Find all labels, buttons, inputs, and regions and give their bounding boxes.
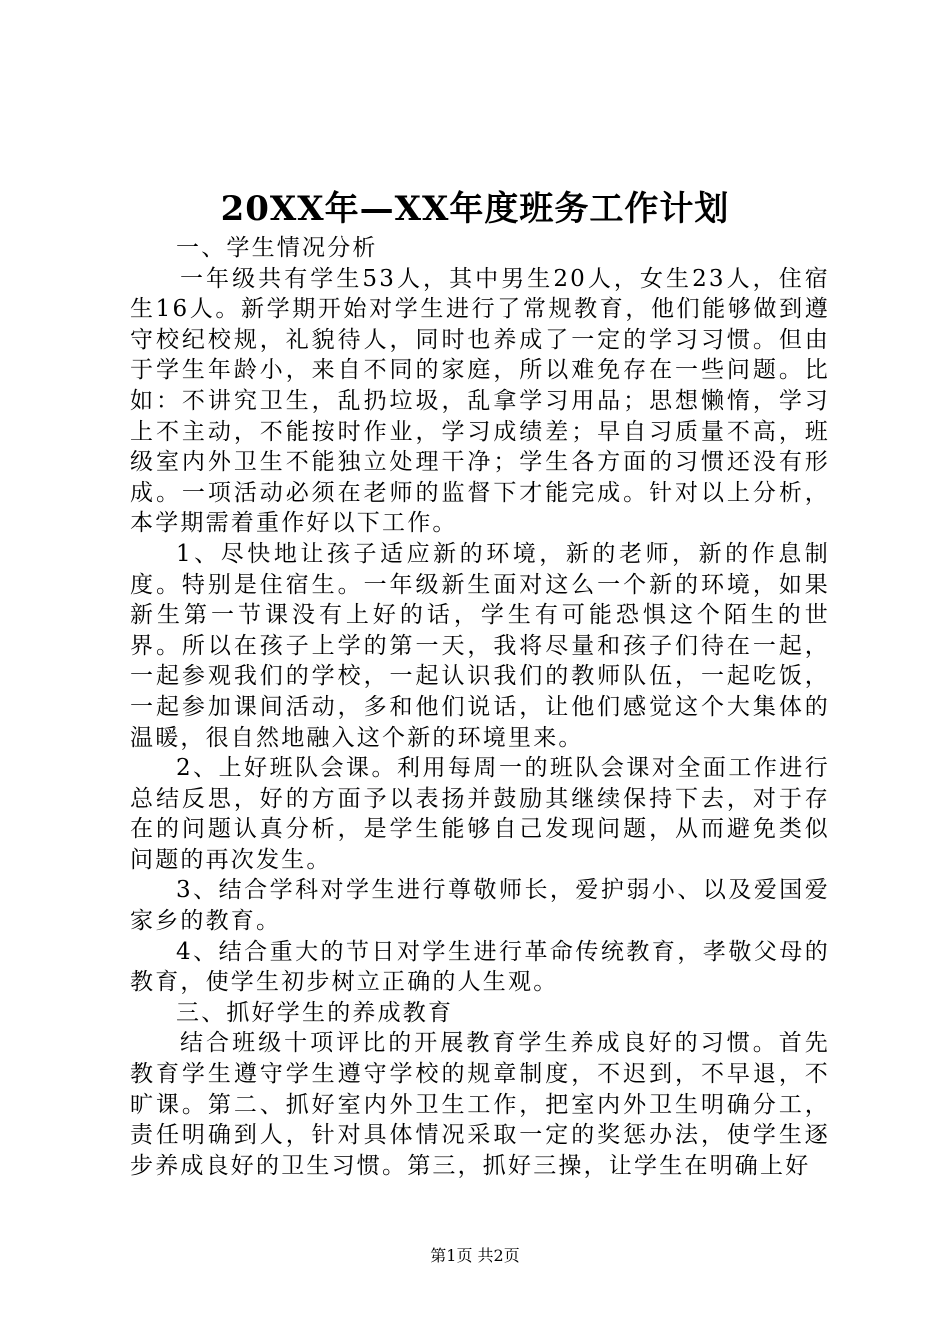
section-heading-student-analysis: 一、学生情况分析 (176, 235, 378, 261)
paragraph-item-3: 3、结合学科对学生进行尊敬师长，爱护弱小、以及爱国爱家乡的教育。 (130, 877, 830, 935)
page-footer: 第1页 共2页 (430, 1246, 520, 1265)
paragraph-item-4: 4、结合重大的节日对学生进行革命传统教育，孝敬父母的教育，使学生初步树立正确的人生观。 (130, 938, 830, 996)
paragraph-item-2: 2、上好班队会课。利用每周一的班队会课对全面工作进行总结反思，好的方面予以表扬并鼓励其继续保持下去，对于存在的问题认真分析，是学生能够自己发现问题，从而避免类似问题的再次发生。 (130, 755, 830, 873)
page-title: 20XX年—XX年度班务工作计划 (220, 189, 730, 229)
paragraph-student-situation: 一年级共有学生53人，其中男生20人，女生23人，住宿生16人。新学期开始对学生进行了常规教育，他们能够做到遵守校纪校规，礼貌待人，同时也养成了一定的学习习惯。但由于学生年龄小，来自不同的家庭，所以难免存在一些问题。比如：不讲究卫生，乱扔垃圾，乱拿学习用品；思想懒惰，学习上不主动，不能按时作业，学习成绩差；早自习质量不高，班级室内外卫生不能独立处理干净；学生各方面的习惯还没有形成。一项活动必须在老师的监督下才能完成。针对以上分析，本学期需着重作好以下工作。 (130, 265, 830, 537)
paragraph-habit-education: 结合班级十项评比的开展教育学生养成良好的习惯。首先教育学生遵守学生遵守学校的规章制度，不迟到，不早退，不旷课。第二、抓好室内外卫生工作，把室内外卫生明确分工，责任明确到人，针对具体情况采取一定的奖惩办法，使学生逐步养成良好的卫生习惯。第三，抓好三操，让学生在明确上好 (130, 1030, 830, 1179)
paragraph-item-1: 1、尽快地让孩子适应新的环境，新的老师，新的作息制度。特别是住宿生。一年级新生面对这么一个新的环境，如果新生第一节课没有上好的话，学生有可能恐惧这个陌生的世界。所以在孩子上学的第一天，我将尽量和孩子们待在一起，一起参观我们的学校，一起认识我们的教师队伍，一起吃饭，一起参加课间活动，多和他们说话，让他们感觉这个大集体的温暖，很自然地融入这个新的环境里来。 (130, 540, 830, 751)
section-heading-habit-education: 三、抓好学生的养成教育 (176, 999, 454, 1026)
document-body (130, 233, 830, 1181)
